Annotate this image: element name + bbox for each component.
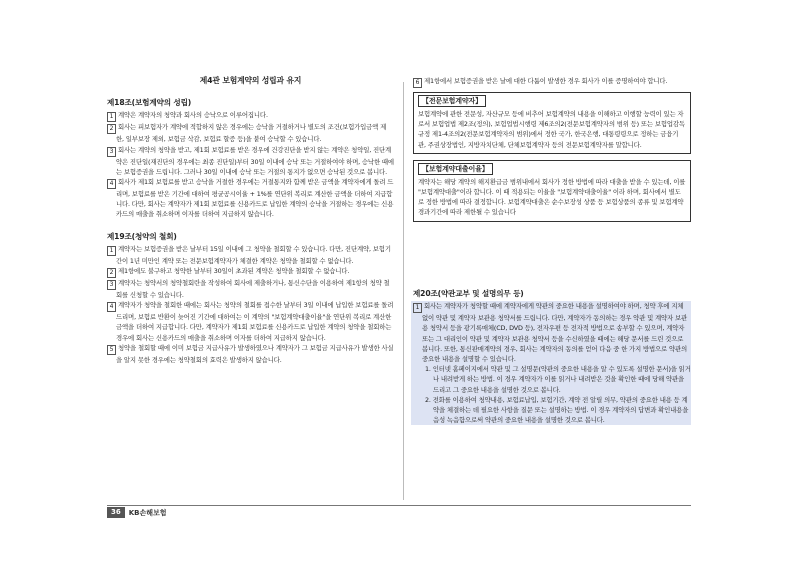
article-19-clause-4	[107, 300, 394, 343]
article-20-title: 제20조(약관교부 및 설명의무 등)	[413, 289, 524, 298]
subitem-text: 인터넷 홈페이지에서 약관 및 그 설명문(약관의 중요한 내용을 알 수 있도록 설명한 문서)을 읽거나 내려받게 하는 방법. 이 경우 계약자가 이를 읽거나 내려받은 것을 확인한 때에 당해 약관을 드리고 그 중요한 내용을 설명한 것으로 봅니다.	[432, 365, 691, 394]
clause-number: 5	[107, 345, 116, 355]
article-20-subitem-1	[413, 364, 691, 395]
clause-number: 1	[107, 246, 116, 256]
column-divider	[403, 82, 404, 500]
article-18-clause-3	[107, 145, 394, 177]
subitem-text: 전화를 이용하여 청약내용, 보험료납입, 보험기간, 계약 전 알릴 의무, 약관의 중요한 내용 등 계약을 체결하는 데 필요한 사항을 질문 또는 설명하는 방법. 이 경우 계약자의 답변과 확인내용을 음성 녹음함으로써 약관의 중요한 내용을 설명한 것으로 봅니다.	[432, 395, 689, 425]
clause-text: 계약자는 보험증권을 받은 날부터 15일 이내에 그 청약을 철회할 수 있습니다. 다만, 진단계약, 보험기간이 1년 미만인 계약 또는 전문보험계약자가 체결한 계약은 청약을 철회할 수 없습니다.	[116, 244, 391, 265]
footer-rule	[107, 505, 691, 506]
clause-number: 4	[107, 179, 116, 189]
left-column	[107, 72, 394, 365]
clause-number: 4	[107, 302, 116, 312]
article-19-clause-3	[107, 278, 394, 300]
article-20-highlight	[411, 301, 691, 425]
clause-number: 3	[107, 147, 116, 157]
clause-text: 회사는 피보험자가 계약에 적합하지 않은 경우에는 승낙을 거절하거나 별도의 조건(보험가입금액 제한, 일부보장 제외, 보험금 삭감, 보험료 할증 등)을 붙여 승낙할 수 있습니다.	[116, 123, 387, 144]
clause-text: 제1항에도 불구하고 청약한 날부터 30일이 초과된 계약은 청약을 철회할 수 없습니다.	[118, 267, 350, 276]
article-20-subitem-2	[413, 395, 691, 426]
page-footer	[107, 507, 167, 518]
clause-text: 청약을 철회할 때에 이미 보험금 지급사유가 발생하였으나 계약자가 그 보험금 지급사유가 발생한 사실을 알지 못한 경우에는 청약철회의 효력은 발생하지 않습니다.	[116, 343, 394, 364]
loan-rate-note	[413, 160, 691, 222]
article-20-section	[413, 283, 691, 425]
chapter-title: 제4관 보험계약의 성립과 유지	[199, 76, 302, 85]
article-18-clause-4	[107, 177, 394, 220]
clause-text: 계약자가 청약을 철회한 때에는 회사는 청약의 철회를 접수한 날부터 3일 이내에 납입한 보험료를 돌려드리며, 보험료 반환이 늦어진 기간에 대하여는 이 계약의 "보험계약대출이율"을 연단위 복리로 계산한 금액을 더하여 지급합니다. 다만, 계약자가 제1회 보험료를 신용카드로 납입한 계약의 청약을 철회하는 경우에 회사는 신용카드의 매출을 취소하며 이자를 더하여 지급하지 않습니다.	[116, 301, 394, 342]
article-18-title: 제18조(보험계약의 성립)	[107, 98, 192, 108]
professional-policyholder-note	[413, 92, 691, 154]
note-text: 보험계약에 관한 전문성, 자산규모 등에 비추어 보험계약의 내용을 이해하고 이행할 능력이 있는 자로서 보험업법 제2조(정의), 보험업법시행령 제6조의2(전문보험계약자의 범위 등) 또는 보험업감독규정 제1-4조의2(전문보험계약자의 범위)에서 정한 국가, 한국은행, 대통령령으로 정하는 금융기관, 주권상장법인, 지방자치단체, 단체보험계약자 등의 전문보험계약자를 말합니다.	[418, 110, 685, 149]
note-title: 【보험계약대출이율】	[418, 163, 493, 175]
brand-name: KB손해보험	[128, 508, 167, 517]
clause-text: 회사가 제1회 보험료를 받고 승낙을 거절한 경우에는 거절통지와 함께 받은 금액을 계약자에게 돌려 드리며, 보험료를 받은 기간에 대하여 평균공시이율 + 1%를 연단위 복리로 계산한 금액을 더하여 지급합니다. 다만, 회사는 계약자가 제1회 보험료를 신용카드로 납입한 계약의 승낙을 거절하는 경우에는 신용카드의 매출을 취소하며 이자를 더하여 지급하지 않습니다.	[116, 178, 394, 219]
article-19-clause-6	[413, 76, 691, 88]
note-text: 계약자는 해당 계약의 해지환급금 범위내에서 회사가 정한 방법에 따라 대출을 받을 수 있는데, 이를 "보험계약대출"이라 합니다. 이 때 적용되는 이율을 "보험계약대출이율" 이라 하며, 회사에서 별도로 정한 방법에 따라 결정합니다. 보험계약대출은 순수보장성 상품 등 보험상품의 종류 및 보험계약 경과기간에 따라 제한될 수 있습니다	[418, 177, 686, 217]
clause-text: 회사는 계약자가 청약할 때에 계약자에게 약관의 중요한 내용을 설명하여야 하며, 청약 후에 지체 없이 약관 및 계약자 보관용 청약서를 드립니다. 다만, 계약자가 동의하는 경우 약관 및 계약자 보관용 청약서 등을 광기록매체(CD, DVD 등), 전자우편 등 전자적 방법으로 송부할 수 있으며, 계약자 또는 그 대리인이 약관 및 계약자 보관용 청약서 등을 수신하였을 때에는 해당 문서를 드린 것으로 봅니다. 또한, 통신판매계약의 경우, 회사는 계약자의 동의를 얻어 다음 중 한 가지 방법으로 약관의 중요한 내용을 설명할 수 있습니다.	[422, 302, 688, 364]
article-19-clause-1	[107, 244, 394, 266]
article-19-title: 제19조(청약의 철회)	[107, 231, 177, 241]
article-19-clause-5	[107, 343, 394, 365]
clause-text: 회사는 계약의 청약을 받고, 제1회 보험료를 받은 경우에 건강진단을 받지 않는 계약은 청약일, 진단계약은 진단일(재진단의 경우에는 최종 진단일)부터 30일 이내에 승낙 또는 거절하여야 하며, 승낙한 때에는 보험증권을 드립니다. 그러나 30일 이내에 승낙 또는 거절의 통지가 없으면 승낙된 것으로 봅니다.	[116, 145, 394, 176]
note-title: 【전문보험계약자】	[418, 95, 486, 107]
clause-number: 2	[107, 268, 116, 278]
right-column	[413, 76, 691, 228]
article-20-clause-1	[413, 301, 691, 364]
clause-number: 1	[413, 303, 422, 313]
article-19-clause-2	[107, 266, 394, 278]
article-18-clause-2	[107, 122, 394, 144]
clause-text: 계약자는 청약서의 청약철회란을 작성하여 회사에 제출하거나, 통신수단을 이용하여 제1항의 청약 철회를 신청할 수 있습니다.	[116, 279, 390, 300]
clause-number: 2	[107, 124, 116, 134]
clause-text: 계약은 계약자의 청약과 회사의 승낙으로 이루어집니다.	[118, 111, 268, 120]
article-18-clause-1	[107, 110, 394, 122]
clause-text: 제1항에서 보험증권을 받은 날에 대한 다툼이 발생한 경우 회사가 이를 증명하여야 합니다.	[424, 77, 668, 85]
clause-number: 6	[413, 78, 422, 88]
clause-number: 3	[107, 280, 116, 290]
subitem-number: 1.	[425, 365, 431, 374]
clause-number: 1	[107, 112, 116, 122]
page-number: 36	[107, 507, 125, 518]
subitem-number: 2.	[425, 395, 431, 404]
